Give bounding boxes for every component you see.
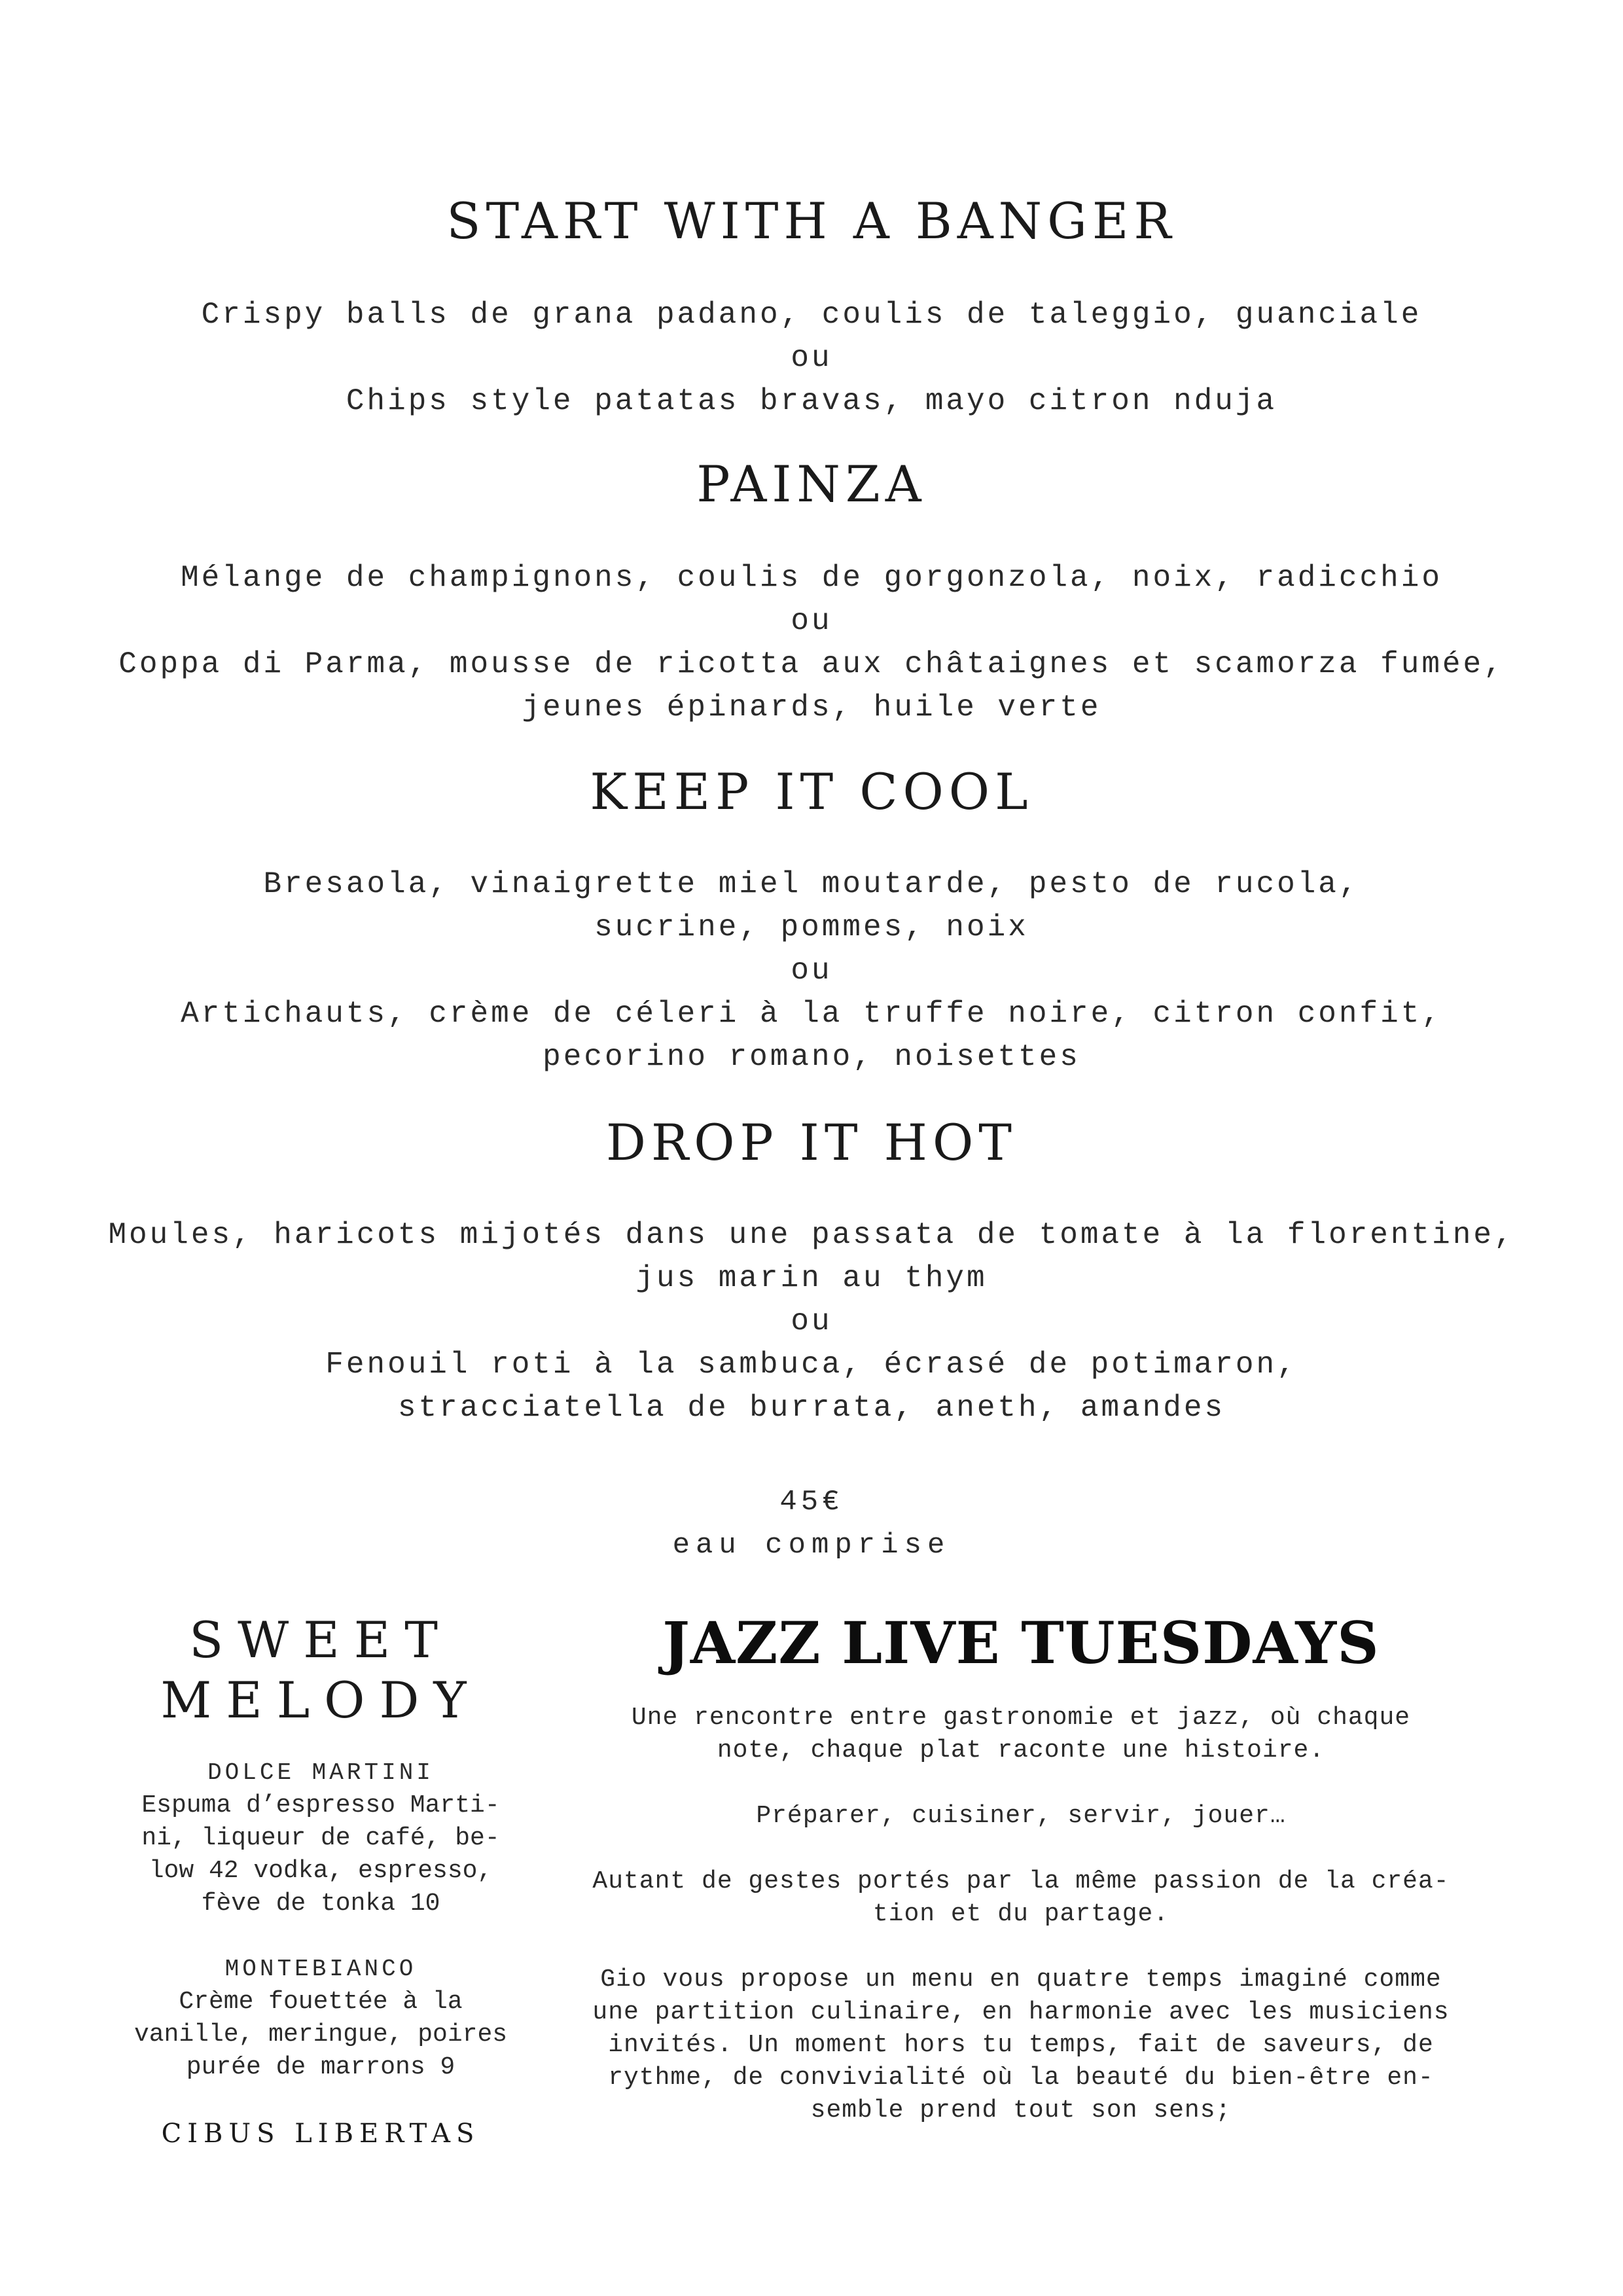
- section-title: KEEP IT COOL: [590, 762, 1033, 821]
- dish-line: Crispy balls de grana padano, coulis de taleggio, guanciale: [201, 298, 1422, 332]
- dish-line: sucrine, pommes, noix: [594, 910, 1029, 944]
- price-amount: 45€: [779, 1486, 844, 1518]
- section-body: [0, 556, 1623, 729]
- section-keep-it-cool: [0, 762, 1623, 821]
- dish-line: pecorino romano, noisettes: [543, 1040, 1080, 1074]
- section-start-with-a-banger: [0, 192, 1623, 250]
- dessert-name: DOLCE MARTINI: [207, 1759, 434, 1786]
- dessert-desc-line: purée de marrons 9: [186, 2053, 455, 2081]
- jazz-column: [563, 1610, 1479, 2127]
- dish-line: jus marin au thym: [635, 1261, 988, 1295]
- dish-line: stracciatella de burrata, aneth, amandes: [397, 1391, 1226, 1425]
- jazz-paragraph-line: rythme, de convivialité où la beauté du bien-être en-: [608, 2064, 1434, 2092]
- section-drop-it-hot: [0, 1113, 1623, 1172]
- or-separator: ou: [791, 954, 832, 988]
- dish-line: Chips style patatas bravas, mayo citron nduja: [346, 384, 1277, 418]
- dessert-desc-line: low 42 vodka, espresso,: [149, 1857, 493, 1885]
- dish-line: jeunes épinards, huile verte: [522, 691, 1101, 725]
- or-separator: ou: [791, 341, 832, 375]
- jazz-paragraph-line: invités. Un moment hors tu temps, fait de saveurs, de: [608, 2031, 1434, 2059]
- or-separator: ou: [791, 604, 832, 638]
- section-body: [0, 293, 1623, 423]
- section-painza: [0, 455, 1623, 513]
- dessert-name: MONTEBIANCO: [224, 1956, 417, 1982]
- jazz-paragraph-line: une partition culinaire, en harmonie avec les musiciens: [592, 1998, 1450, 2026]
- dessert-desc-line: vanille, meringue, poires: [134, 2020, 508, 2049]
- section-title: START WITH A BANGER: [446, 192, 1177, 250]
- jazz-paragraph-line: note, chaque plat raconte une histoire.: [717, 1736, 1325, 1765]
- jazz-title: JAZZ LIVE TUESDAYS: [662, 1609, 1380, 1677]
- dish-line: Artichauts, crème de céleri à la truffe noire, citron confit,: [181, 997, 1442, 1031]
- dessert-desc-line: Crème fouettée à la: [179, 1988, 463, 2016]
- dish-line: Mélange de champignons, coulis de gorgonzola, noix, radicchio: [181, 561, 1442, 595]
- dish-line: Bresaola, vinaigrette miel moutarde, pesto de rucola,: [263, 867, 1360, 901]
- or-separator: ou: [791, 1304, 832, 1338]
- section-body: [0, 1213, 1623, 1429]
- dish-line: Fenouil roti à la sambuca, écrasé de potimaron,: [325, 1348, 1298, 1382]
- price-note: eau comprise: [672, 1529, 951, 1562]
- sweet-melody-column: [98, 1610, 543, 2151]
- jazz-paragraph-line: Gio vous propose un menu en quatre temps imaginé comme: [600, 1965, 1442, 1994]
- section-body: [0, 863, 1623, 1079]
- sweet-title-line1: SWEET: [189, 1611, 452, 1669]
- cibus-libertas-footer: CIBUS LIBERTAS: [161, 2119, 480, 2149]
- section-title: PAINZA: [696, 455, 927, 513]
- jazz-paragraph-line: Une rencontre entre gastronomie et jazz, où chaque: [631, 1704, 1411, 1732]
- dish-line: Coppa di Parma, mousse de ricotta aux châtaignes et scamorza fumée,: [118, 647, 1505, 681]
- jazz-paragraph-line: tion et du partage.: [872, 1900, 1169, 1928]
- price-block: [0, 1480, 1623, 1567]
- jazz-paragraph-line: Autant de gestes portés par la même passion de la créa-: [592, 1867, 1450, 1895]
- section-title: DROP IT HOT: [606, 1113, 1017, 1172]
- dessert-desc-line: ni, liqueur de café, be-: [141, 1824, 500, 1852]
- dessert-desc-line: Espuma d’espresso Marti-: [141, 1791, 500, 1820]
- dish-line: Moules, haricots mijotés dans une passata de tomate à la florentine,: [108, 1218, 1515, 1252]
- dessert-desc-line: fève de tonka 10: [201, 1890, 440, 1918]
- sweet-title-line2: MELODY: [160, 1671, 481, 1729]
- jazz-paragraph-line: Préparer, cuisiner, servir, jouer…: [756, 1802, 1286, 1830]
- jazz-paragraph-line: semble prend tout son sens;: [810, 2096, 1232, 2125]
